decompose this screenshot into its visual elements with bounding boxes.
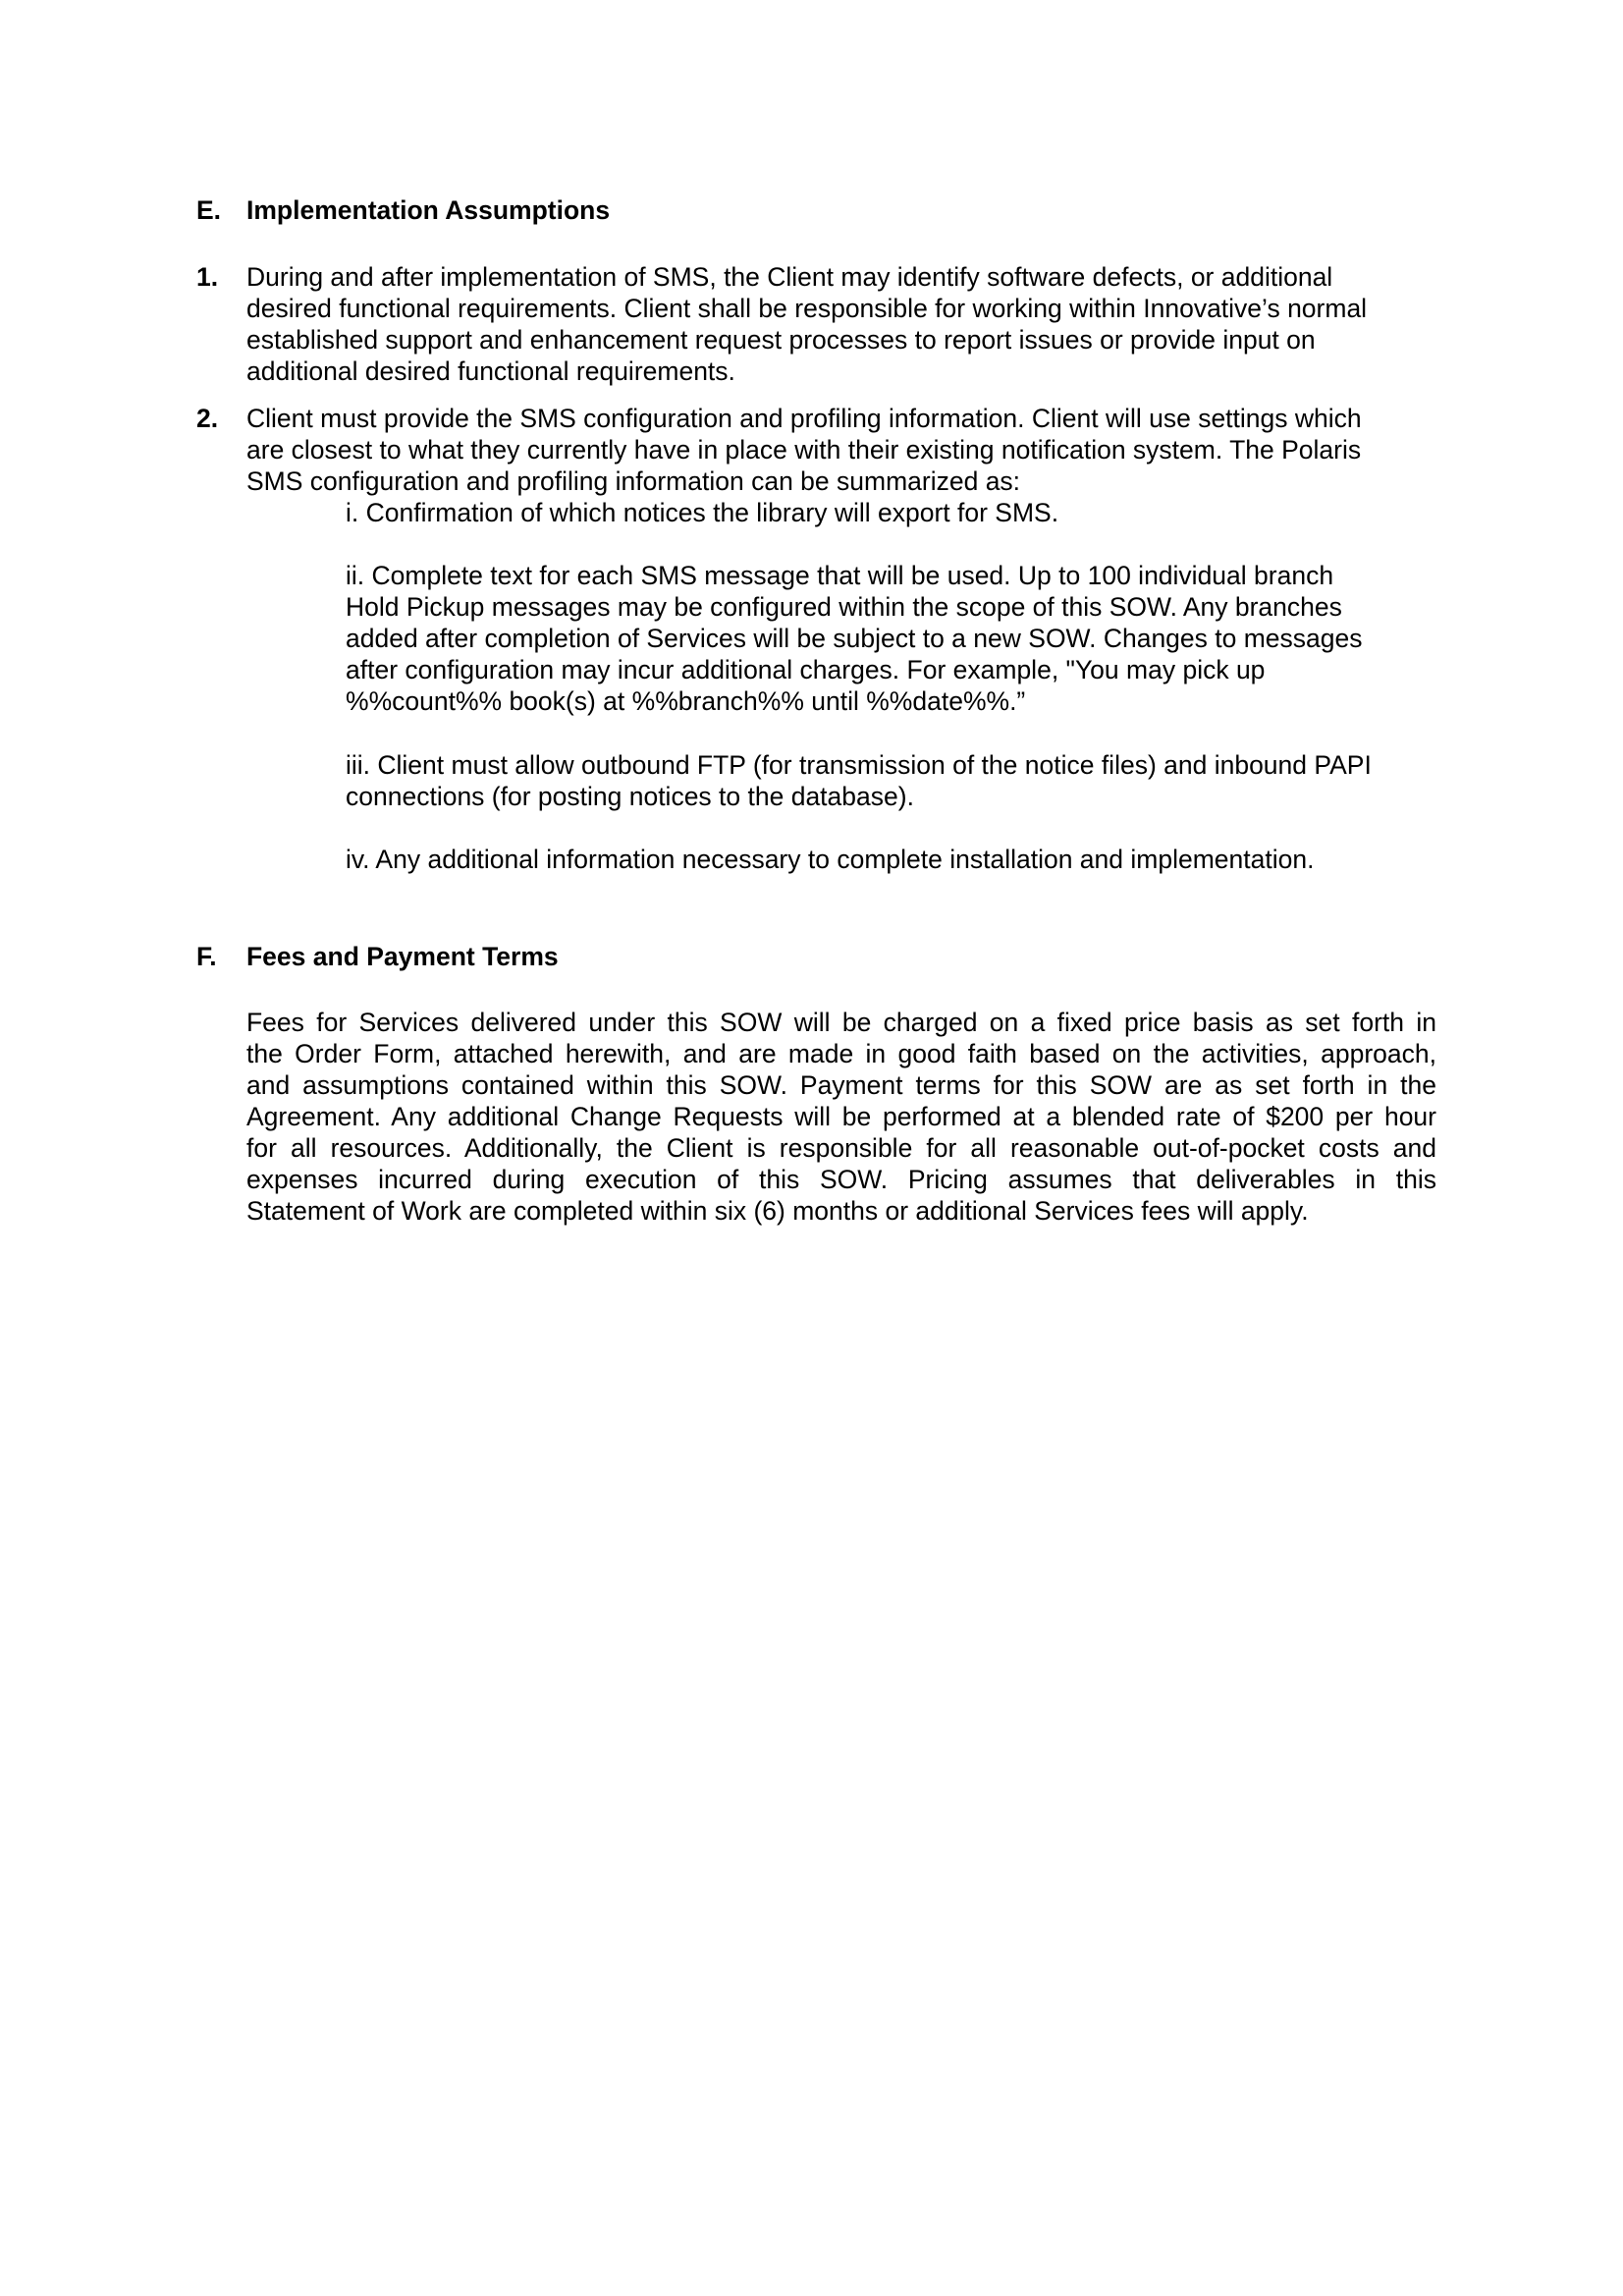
section-e-heading (196, 194, 610, 226)
assumption-item-1 (196, 261, 1443, 387)
subitem-iii (346, 749, 1372, 812)
subitem-iv (346, 844, 1314, 875)
section-e-title: Implementation Assumptions (246, 195, 611, 225)
item-number: 2. (196, 404, 219, 433)
item-body (246, 403, 1443, 497)
item-line: additional desired functional requirements. (246, 356, 735, 386)
assumption-item-2 (196, 403, 1443, 497)
subitem-i (346, 497, 1058, 528)
item-line: established support and enhancement request processes to report issues or provide input on (246, 325, 1316, 355)
paragraph-line: Statement of Work are completed within six (6) months or additional Services fees will apply. (246, 1196, 1309, 1226)
item-body (246, 261, 1443, 387)
section-f-title: Fees and Payment Terms (246, 942, 559, 971)
section-f-heading (196, 941, 559, 972)
subitem-ii (346, 560, 1363, 717)
item-line: During and after implementation of SMS, the Client may identify software defects, or additional (246, 262, 1333, 292)
subitem-line: added after completion of Services will be subject to a new SOW. Changes to messages (346, 624, 1363, 653)
subitem-line: Hold Pickup messages may be configured within the scope of this SOW. Any branches (346, 592, 1342, 622)
paragraph-line: Agreement. Any additional Change Requests will be performed at a blended rate of $200 per hour (246, 1102, 1436, 1131)
fees-paragraph (246, 1007, 1436, 1227)
paragraph-line: Fees for Services delivered under this SOW will be charged on a fixed price basis as set forth in (246, 1008, 1436, 1037)
subitem-line: ii. Complete text for each SMS message that will be used. Up to 100 individual branch (346, 561, 1334, 590)
subitem-line: connections (for posting notices to the database). (346, 782, 914, 811)
item-line: desired functional requirements. Client shall be responsible for working within Innovative’s normal (246, 294, 1368, 323)
item-line: Client must provide the SMS configuration and profiling information. Client will use settings which (246, 404, 1362, 433)
subitem-line: iv. Any additional information necessary to complete installation and implementation. (346, 845, 1315, 874)
subitem-line: iii. Client must allow outbound FTP (for transmission of the notice files) and inbound PAPI (346, 750, 1372, 780)
section-e-letter: E. (196, 195, 222, 225)
paragraph-line: for all resources. Additionally, the Client is responsible for all reasonable out-of-pocket costs and (246, 1133, 1436, 1163)
section-f-letter: F. (196, 942, 217, 971)
subitem-line: %%count%% book(s) at %%branch%% until %%date%%.” (346, 686, 1026, 716)
paragraph-line: and assumptions contained within this SOW. Payment terms for this SOW are as set forth in the (246, 1070, 1436, 1100)
paragraph-line: expenses incurred during execution of this SOW. Pricing assumes that deliverables in this (246, 1165, 1436, 1194)
subitem-line: after configuration may incur additional charges. For example, "You may pick up (346, 655, 1266, 684)
item-number: 1. (196, 262, 219, 292)
paragraph-line: the Order Form, attached herewith, and are made in good faith based on the activities, approach, (246, 1039, 1436, 1068)
subitem-line: i. Confirmation of which notices the library will export for SMS. (346, 498, 1059, 527)
item-line: are closest to what they currently have in place with their existing notification system. The Polaris (246, 435, 1362, 465)
item-line: SMS configuration and profiling information can be summarized as: (246, 466, 1021, 496)
